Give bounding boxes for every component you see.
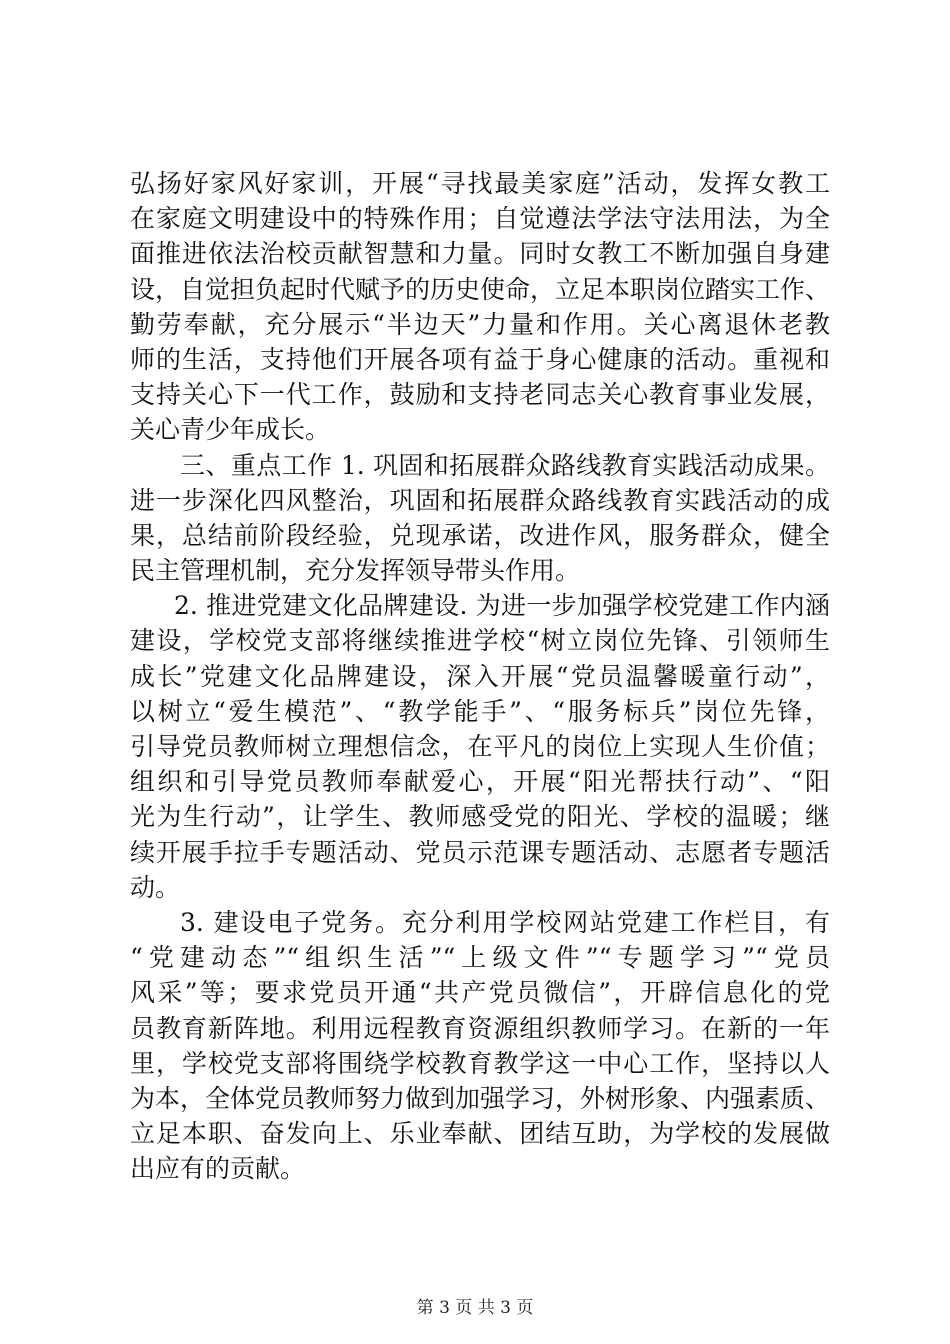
text-line: 里，学校党支部将围绕学校教育教学这一中心工作，坚持以人 xyxy=(130,1048,830,1078)
section-heading-line: 三、重点工作 1. 巩固和拓展群众路线教育实践活动成果。 xyxy=(180,450,830,480)
text-line: 设，自觉担负起时代赋予的历史使命，立足本职岗位踏实工作、 xyxy=(130,274,831,304)
text-line: 组织和引导党员教师奉献爱心，开展“阳光帮扶行动”、“阳 xyxy=(130,767,830,797)
text-line: 光为生行动”，让学生、教师感受党的阳光、学校的温暖；继 xyxy=(130,802,830,832)
text-line: 在家庭文明建设中的特殊作用；自觉遵法学法守法用法，为全 xyxy=(130,204,830,234)
text-line: 为本，全体党员教师努力做到加强学习，外树形象、内强素质、 xyxy=(130,1083,831,1113)
text-line: 风采”等；要求党员开通“共产党员微信”，开辟信息化的党 xyxy=(130,978,830,1008)
text-line: 师的生活，支持他们开展各项有益于身心健康的活动。重视和 xyxy=(130,344,830,374)
text-line: 关心青少年成长。 xyxy=(130,415,331,445)
text-line: 以树立“爱生模范”、“教学能手”、“服务标兵”岗位先锋， xyxy=(130,696,830,726)
text-line: 续开展手拉手专题活动、党员示范课专题活动、志愿者专题活 xyxy=(130,837,830,867)
text-line: 动。 xyxy=(130,872,181,902)
text-line: 引导党员教师树立理想信念，在平凡的岗位上实现人生价值； xyxy=(130,732,830,761)
text-line: 面推进依法治校贡献智慧和力量。同时女教工不断加强自身建 xyxy=(130,239,830,269)
text-line: 支持关心下一代工作，鼓励和支持老同志关心教育事业发展， xyxy=(130,380,830,410)
text-line: 进一步深化四风整治，巩固和拓展群众路线教育实践活动的成 xyxy=(130,485,830,515)
text-line: 出应有的贡献。 xyxy=(130,1154,306,1184)
text-line: 员教育新阵地。利用远程教育资源组织教师学习。在新的一年 xyxy=(130,1013,830,1043)
text-line: 民主管理机制，充分发挥领导带头作用。 xyxy=(130,556,581,586)
text-line: 勤劳奉献，充分展示“半边天”力量和作用。关心离退休老教 xyxy=(130,309,830,339)
text-line: 弘扬好家风好家训，开展“寻找最美家庭”活动，发挥女教工 xyxy=(130,169,830,198)
text-line: 果，总结前阶段经验，兑现承诺，改进作风，服务群众，健全 xyxy=(130,520,830,550)
text-line: “党建动态”“组织生活”“上级文件”“专题学习”“党员 xyxy=(130,943,830,973)
page-number-footer: 第 3 页 共 3 页 xyxy=(416,1298,534,1318)
paragraph-start-line: 3. 建设电子党务。充分利用学校网站党建工作栏目，有 xyxy=(180,907,830,937)
text-line: 建设，学校党支部将继续推进学校“树立岗位先锋、引领师生 xyxy=(130,626,830,656)
text-line: 成长”党建文化品牌建设，深入开展“党员温馨暖童行动”， xyxy=(130,661,830,691)
document-body xyxy=(130,166,830,1186)
text-line: 立足本职、奋发向上、乐业奉献、团结互助，为学校的发展做 xyxy=(130,1119,830,1149)
paragraph-start-line: 2. 推进党建文化品牌建设. 为进一步加强学校党建工作内涵 xyxy=(174,591,830,621)
